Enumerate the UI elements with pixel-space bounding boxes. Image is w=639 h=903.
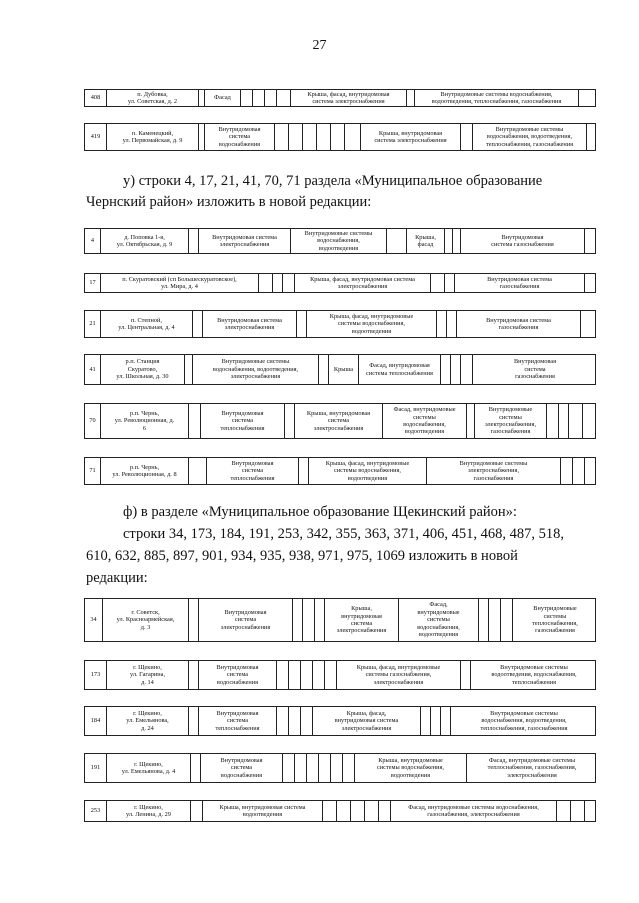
table-row-191 [84, 753, 596, 783]
work-cell: Крыша, фасад, внутридомовые системы газоснабжения, электроснабжения [337, 661, 461, 689]
table-row-71 [84, 457, 596, 485]
work-cell: Внутридомовая система газоснабжения [461, 229, 585, 253]
work-cell: Внутридомовая система газоснабжения [455, 274, 585, 292]
address-cell: п. Скуратовский (сп Большескуратовское), ул. Мира, д. 4 [101, 274, 259, 292]
work-cell: Крыша [329, 355, 359, 384]
row-number: 41 [85, 355, 101, 384]
row-number: 21 [85, 311, 101, 337]
paragraph-u-line1: у) строки 4, 17, 21, 41, 70, 71 раздела «Муниципальное образование [123, 173, 543, 189]
work-cell: Фасад, внутридомовые системы водоснабжения, водоотведения [383, 404, 467, 438]
work-cell: Внутридомовые системы водоотведения, водоснабжения, теплоснабжения [491, 663, 577, 686]
work-cell: Внутридомовая система теплоснабжения [199, 707, 277, 735]
table-row-34 [84, 598, 596, 642]
address-cell: д. Поповка 1-я, ул. Октябрьская, д. 9 [101, 229, 189, 253]
work-cell: Внутридомовая система теплоснабжения [207, 458, 299, 484]
table-row-253 [84, 800, 596, 822]
table-row-17 [84, 273, 596, 293]
table-row-408 [84, 89, 596, 107]
work-cell: Крыша, внутридомовая система электроснабжения [295, 404, 383, 438]
paragraph-u-line2: Чернский район» изложить в новой редакции: [86, 194, 372, 210]
paragraph-f-line2: строки 34, 173, 184, 191, 253, 342, 355, 363, 371, 406, 451, 468, 487, 518, [123, 526, 565, 542]
row-number: 34 [85, 599, 103, 641]
row-number: 71 [85, 458, 101, 484]
work-cell: Крыша, фасад, внутридомовая система электроснабжения [291, 90, 407, 106]
work-cell: Крыша, внутридомовая система электроснабжения [325, 599, 399, 641]
row-number: 408 [85, 90, 107, 106]
work-cell: Фасад, внутридомовые системы водоснабжения, газоснабжения, электроснабжения [391, 801, 557, 821]
work-cell: Фасад [205, 90, 241, 106]
work-cell: Крыша, фасад, внутридомовые системы водоснабжения, водоотведения [307, 311, 437, 337]
table-row-184 [84, 706, 596, 736]
work-cell: Внутридомовая система водоснабжения [199, 661, 277, 689]
page-number: 27 [312, 38, 327, 53]
row-number: 191 [85, 754, 107, 782]
work-cell: Внутридомовые системы теплоснабжения, газоснабжения [532, 605, 578, 635]
table-row-70 [84, 403, 596, 439]
work-cell: Фасад, внутридомовая система теплоснабжения [359, 355, 441, 384]
work-cell: Внутридомовая система электроснабжения [199, 229, 291, 253]
table-row-419 [84, 123, 596, 151]
work-cell: Крыша, фасад, внутридомовая система электроснабжения [313, 707, 421, 735]
address-cell: р.п. Чернь, ул. Революционная, д. 8 [101, 458, 189, 484]
work-cell: Внутридомовая система газоснабжения [457, 311, 581, 337]
address-cell: п. Степной, ул. Центральная, д. 4 [101, 311, 193, 337]
address-cell: п. Каменецкий, ул. Первомайская, д. 9 [107, 124, 199, 150]
address-cell: г. Советск, ул. Красноармейская, д. 3 [103, 599, 189, 641]
row-number: 184 [85, 707, 107, 735]
address-cell: г. Щекино, ул. Емельянова, д. 24 [107, 707, 189, 735]
address-cell: г. Щекино, ул. Ленина, д. 29 [107, 801, 191, 821]
work-cell: Крыша, фасад, внутридомовая система электроснабжения [295, 274, 431, 292]
work-cell: Внутридомовые системы электроснабжения, газоснабжения [475, 404, 547, 438]
work-cell: Внутридомовые системы водоснабжения, водоотведения, теплоснабжения, газоснабжения [415, 90, 579, 106]
table-row-173 [84, 660, 596, 690]
work-cell: Крыша, фасад [407, 229, 445, 253]
work-cell: Внутридомовая система электроснабжения [203, 311, 297, 337]
work-cell: Фасад, внутридомовые системы водоснабжения, водоотведения [399, 599, 479, 641]
work-cell: Крыша, фасад, внутридомовые системы водоснабжения, водоотведения [309, 458, 427, 484]
address-cell: р.п. Станция Скуратово, ул. Школьная, д. 30 [101, 355, 185, 384]
work-cell: Внутридомовые системы водоснабжения, водоотведения [291, 229, 387, 253]
address-cell: р.п. Чернь, ул. Революционная, д. 6 [101, 404, 189, 438]
row-number: 173 [85, 661, 107, 689]
work-cell: Внутридомовая система теплоснабжения [201, 404, 285, 438]
paragraph-f-line4: редакции: [86, 570, 148, 586]
work-cell: Фасад, внутридомовые системы теплоснабжения, газоснабжения, электроснабжения [487, 756, 577, 779]
work-cell: Крыша, внутридомовая система электроснабжения [361, 124, 461, 150]
work-cell: Внутридомовая система водоснабжения [201, 754, 283, 782]
work-cell: Внутридомовая система водоснабжения [205, 124, 275, 150]
work-cell: Внутридомовые системы электроснабжения, газоснабжения [427, 458, 561, 484]
work-cell: Внутридомовые системы водоснабжения, водоотведения, теплоснабжения, газоснабжения [480, 709, 568, 732]
table-row-4 [84, 228, 596, 254]
row-number: 419 [85, 124, 107, 150]
paragraph-f-line1: ф) в разделе «Муниципальное образование Щекинский район»: [123, 504, 517, 520]
address-cell: г. Щекино, ул. Гагарина, д. 14 [107, 661, 189, 689]
work-cell: Внутридомовая система электроснабжения [199, 599, 293, 641]
work-cell: Внутридомовая система газоснабжения [513, 358, 556, 381]
table-row-41 [84, 354, 596, 385]
work-cell: Внутридомовые системы водоснабжения, водоотведения, теплоснабжения, газоснабжения [473, 124, 587, 150]
row-number: 17 [85, 274, 101, 292]
row-number: 70 [85, 404, 101, 438]
table-row-21 [84, 310, 596, 338]
work-cell: Внутридомовые системы водоснабжения, водоотведения, электроснабжения [193, 355, 319, 384]
address-cell: п. Дубовка, ул. Советская, д. 2 [107, 90, 199, 106]
row-number: 4 [85, 229, 101, 253]
work-cell: Крыша, внутридомовая система водоотведения [203, 801, 323, 821]
row-number: 253 [85, 801, 107, 821]
work-cell: Крыша, внутридомовые системы водоснабжения, водоотведения [355, 754, 467, 782]
paragraph-f-line3: 610, 632, 885, 897, 901, 934, 935, 938, 971, 975, 1069 изложить в новой [86, 548, 518, 564]
address-cell: г. Щекино, ул. Емельянова, д. 4 [107, 754, 191, 782]
